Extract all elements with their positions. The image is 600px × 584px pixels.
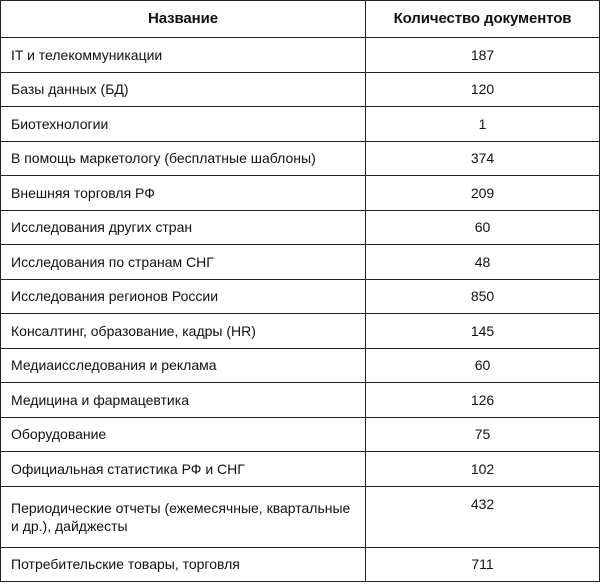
table-row [1, 141, 600, 176]
table-row [1, 417, 600, 452]
table-header-row [1, 1, 600, 38]
row-count: 75 [366, 417, 600, 452]
row-name: Официальная статистика РФ и СНГ [1, 452, 366, 487]
row-count: 187 [366, 38, 600, 73]
row-name: Консалтинг, образование, кадры (HR) [1, 314, 366, 349]
row-name: Исследования по странам СНГ [1, 245, 366, 280]
table-row [1, 547, 600, 582]
row-name: Медицина и фармацевтика [1, 383, 366, 418]
table-row [1, 279, 600, 314]
row-count: 1 [366, 107, 600, 142]
table-row [1, 486, 600, 547]
row-name: Медиаисследования и реклама [1, 348, 366, 383]
row-name: Внешняя торговля РФ [1, 176, 366, 211]
row-count: 60 [366, 210, 600, 245]
row-name: Биотехнологии [1, 107, 366, 142]
row-name: Оборудование [1, 417, 366, 452]
row-count: 126 [366, 383, 600, 418]
row-count: 120 [366, 72, 600, 107]
table-row [1, 383, 600, 418]
header-count: Количество документов [366, 1, 600, 38]
table-row [1, 452, 600, 487]
table-row [1, 210, 600, 245]
table-row [1, 348, 600, 383]
row-name: Базы данных (БД) [1, 72, 366, 107]
table-row [1, 314, 600, 349]
row-name: Периодические отчеты (ежемесячные, квартальные и др.), дайджесты [1, 486, 366, 547]
row-count: 60 [366, 348, 600, 383]
row-count: 209 [366, 176, 600, 211]
row-name: Исследования регионов России [1, 279, 366, 314]
table-row [1, 176, 600, 211]
row-count: 102 [366, 452, 600, 487]
row-count: 432 [366, 486, 600, 547]
row-name: IT и телекоммуникации [1, 38, 366, 73]
table-row [1, 245, 600, 280]
row-count: 711 [366, 547, 600, 582]
table-row [1, 38, 600, 73]
row-count: 48 [366, 245, 600, 280]
row-name: Исследования других стран [1, 210, 366, 245]
row-name: Потребительские товары, торговля [1, 547, 366, 582]
row-count: 850 [366, 279, 600, 314]
header-name: Название [1, 1, 366, 38]
row-name: В помощь маркетологу (бесплатные шаблоны) [1, 141, 366, 176]
table-row [1, 107, 600, 142]
row-count: 374 [366, 141, 600, 176]
table-row [1, 72, 600, 107]
row-count: 145 [366, 314, 600, 349]
